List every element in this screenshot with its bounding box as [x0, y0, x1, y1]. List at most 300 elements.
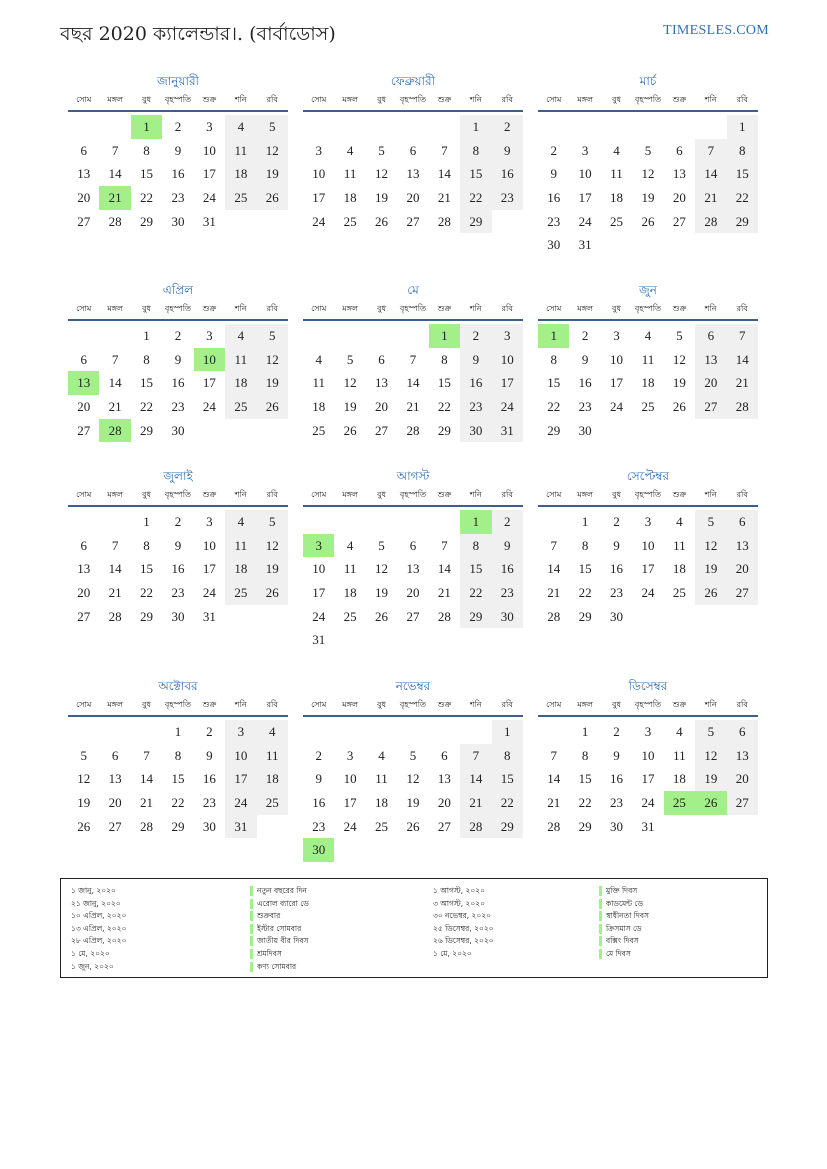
- day-cell: 2: [550, 142, 557, 158]
- day-cell: 9: [174, 142, 182, 158]
- day-cell: 10: [610, 351, 624, 367]
- day-cell: 25: [343, 213, 357, 229]
- legend-row: [71, 910, 126, 923]
- day-cell: 10: [641, 537, 655, 553]
- holiday-day-cell: 28: [99, 419, 130, 443]
- month-block: [538, 72, 758, 257]
- day-grid: [68, 115, 288, 233]
- weekday-label: মঙ্গল: [342, 490, 358, 499]
- empty-cell: [303, 324, 334, 348]
- weekday-label: শনি: [234, 95, 247, 104]
- weekday-label: সোম: [311, 304, 327, 313]
- day-cell: 27: [727, 581, 758, 605]
- day-cell: 27: [672, 213, 686, 229]
- day-cell: 16: [610, 561, 624, 577]
- day-cell: 25: [375, 818, 389, 834]
- holiday-color-bar: [250, 924, 253, 934]
- day-cell: 15: [140, 561, 154, 577]
- day-cell: 8: [143, 351, 150, 367]
- day-cell: 16: [578, 375, 592, 391]
- day-cell: 31: [492, 419, 523, 443]
- weekday-header: [303, 90, 523, 112]
- legend-row: [71, 885, 126, 898]
- day-cell: 31: [578, 237, 592, 253]
- weekday-label: বৃহস্পতি: [164, 95, 192, 104]
- day-cell: 30: [547, 237, 561, 253]
- day-cell: 22: [140, 190, 154, 206]
- legend-row: [250, 948, 309, 961]
- day-cell: 2: [460, 324, 491, 348]
- weekday-label: শুক্র: [202, 490, 217, 499]
- day-cell: 30: [492, 605, 523, 629]
- day-cell: 25: [257, 791, 288, 815]
- day-cell: 18: [225, 557, 256, 581]
- day-cell: 5: [409, 747, 417, 763]
- month-block: [303, 467, 523, 652]
- empty-cell: [68, 510, 99, 534]
- empty-cell: [429, 510, 460, 534]
- day-cell: 1: [143, 328, 150, 343]
- day-cell: 17: [641, 771, 655, 787]
- day-cell: 20: [77, 585, 91, 601]
- day-cell: 11: [673, 747, 686, 763]
- day-cell: 3: [315, 142, 322, 158]
- day-cell: 15: [578, 561, 592, 577]
- day-cell: 11: [225, 348, 256, 372]
- weekday-header: [68, 695, 288, 717]
- day-cell: 26: [695, 581, 726, 605]
- weekday-header: [303, 299, 523, 321]
- day-cell: 23: [312, 818, 326, 834]
- weekday-label: বুধ: [612, 700, 622, 709]
- day-cell: 17: [202, 561, 216, 577]
- day-cell: 22: [460, 186, 491, 210]
- legend-col1-names: [250, 885, 309, 973]
- weekday-label: সোম: [76, 490, 92, 499]
- legend-row: [599, 935, 649, 948]
- day-cell: 27: [77, 422, 91, 438]
- weekday-label: বুধ: [377, 700, 387, 709]
- legend-text: ৩ আগস্ট, ২০২০: [433, 898, 486, 908]
- day-cell: 11: [225, 534, 256, 558]
- day-cell: 22: [547, 399, 561, 415]
- day-cell: 13: [727, 534, 758, 558]
- day-cell: 11: [343, 561, 357, 577]
- day-cell: 20: [727, 767, 758, 791]
- day-cell: 25: [343, 608, 357, 624]
- day-cell: 20: [406, 585, 420, 601]
- weekday-label: বুধ: [142, 304, 152, 313]
- day-grid: [538, 324, 758, 442]
- day-cell: 28: [547, 608, 561, 624]
- weekday-header: [68, 485, 288, 507]
- day-cell: 6: [409, 142, 417, 158]
- day-cell: 12: [375, 166, 389, 182]
- day-cell: 29: [437, 422, 451, 438]
- legend-text: ক্রিসমাস ডে: [606, 923, 642, 933]
- day-cell: 29: [140, 608, 154, 624]
- day-cell: 18: [225, 162, 256, 186]
- day-cell: 19: [641, 190, 655, 206]
- day-cell: 10: [492, 348, 523, 372]
- day-cell: 20: [108, 795, 122, 811]
- day-cell: 12: [641, 166, 655, 182]
- weekday-label: শনি: [704, 304, 717, 313]
- weekday-label: রবি: [501, 700, 513, 709]
- day-cell: 13: [672, 166, 686, 182]
- day-cell: 25: [641, 399, 655, 415]
- legend-row: [250, 910, 309, 923]
- empty-cell: [397, 510, 428, 534]
- empty-cell: [366, 115, 397, 139]
- day-cell: 26: [77, 818, 91, 834]
- day-grid: [68, 324, 288, 442]
- weekday-label: রবি: [266, 700, 278, 709]
- day-cell: 12: [257, 348, 288, 372]
- day-cell: 23: [492, 186, 523, 210]
- day-cell: 20: [375, 399, 389, 415]
- day-cell: 21: [406, 399, 420, 415]
- weekday-label: বৃহস্পতি: [634, 304, 662, 313]
- weekday-label: মঙ্গল: [577, 490, 593, 499]
- day-cell: 15: [171, 771, 185, 787]
- empty-cell: [334, 324, 365, 348]
- weekday-label: রবি: [736, 700, 748, 709]
- holiday-day-cell: 25: [664, 791, 695, 815]
- weekday-label: শনি: [234, 490, 247, 499]
- day-cell: 29: [727, 210, 758, 234]
- weekday-header: [68, 299, 288, 321]
- day-cell: 31: [202, 608, 216, 624]
- legend-col1-dates: [71, 885, 126, 973]
- day-cell: 28: [140, 818, 154, 834]
- day-cell: 9: [613, 747, 620, 763]
- day-cell: 16: [460, 371, 491, 395]
- day-cell: 13: [695, 348, 726, 372]
- day-cell: 26: [257, 186, 288, 210]
- day-cell: 24: [202, 585, 216, 601]
- day-cell: 5: [257, 510, 288, 534]
- day-cell: 3: [206, 514, 213, 529]
- day-cell: 4: [257, 720, 288, 744]
- empty-cell: [695, 115, 726, 139]
- day-cell: 7: [550, 537, 557, 553]
- weekday-label: মঙ্গল: [342, 95, 358, 104]
- month-block: [68, 281, 288, 442]
- legend-text: কাডমেন্ট ডে: [606, 898, 643, 908]
- day-cell: 15: [437, 375, 451, 391]
- day-cell: 8: [492, 744, 523, 768]
- day-cell: 11: [375, 771, 388, 787]
- day-cell: 11: [257, 744, 288, 768]
- day-cell: 13: [437, 771, 451, 787]
- day-cell: 19: [257, 371, 288, 395]
- legend-text: ১ মে, ২০২০: [433, 948, 472, 958]
- holiday-legend: [60, 878, 768, 978]
- day-cell: 1: [581, 514, 589, 529]
- legend-text: ১ আগস্ট, ২০২০: [433, 886, 485, 895]
- empty-cell: [601, 115, 632, 139]
- weekday-label: বুধ: [142, 95, 152, 104]
- weekday-label: রবি: [501, 95, 513, 104]
- day-cell: 26: [257, 395, 288, 419]
- holiday-day-cell: 1: [538, 324, 569, 348]
- day-cell: 9: [206, 747, 213, 763]
- month-name: জানুয়ারী: [157, 74, 199, 88]
- day-cell: 15: [547, 375, 561, 391]
- day-grid: [68, 720, 288, 838]
- day-cell: 12: [375, 561, 389, 577]
- day-cell: 30: [610, 608, 624, 624]
- holiday-day-cell: 1: [429, 324, 460, 348]
- holiday-day-cell: 21: [99, 186, 130, 210]
- day-cell: 18: [672, 771, 686, 787]
- weekday-label: সোম: [311, 490, 327, 499]
- day-cell: 27: [77, 213, 91, 229]
- day-cell: 6: [695, 324, 726, 348]
- weekday-label: শনি: [234, 304, 247, 313]
- day-cell: 30: [460, 419, 491, 443]
- month-block: [303, 281, 523, 442]
- holiday-day-cell: 3: [303, 534, 334, 558]
- day-cell: 24: [312, 608, 326, 624]
- day-cell: 29: [492, 815, 523, 839]
- day-cell: 20: [77, 399, 91, 415]
- weekday-label: সোম: [76, 304, 92, 313]
- legend-text: ১ মে, ২০২০: [71, 948, 110, 958]
- weekday-label: শুক্র: [437, 95, 452, 104]
- day-cell: 13: [375, 375, 389, 391]
- day-cell: 20: [695, 371, 726, 395]
- month-block: [68, 467, 288, 628]
- day-cell: 24: [492, 395, 523, 419]
- month-name: জুন: [639, 283, 657, 297]
- day-cell: 7: [441, 537, 448, 553]
- holiday-color-bar: [599, 924, 602, 934]
- legend-row: [599, 910, 649, 923]
- legend-row: [71, 948, 126, 961]
- month-block: [538, 677, 758, 838]
- day-grid: [68, 510, 288, 628]
- day-cell: 19: [257, 557, 288, 581]
- day-cell: 28: [460, 815, 491, 839]
- day-cell: 21: [460, 791, 491, 815]
- weekday-label: শনি: [704, 95, 717, 104]
- day-cell: 21: [140, 795, 154, 811]
- weekday-label: বুধ: [377, 490, 387, 499]
- legend-row: [599, 885, 649, 898]
- month-name: সেপ্টেম্বর: [626, 469, 670, 483]
- day-cell: 4: [225, 510, 256, 534]
- day-cell: 5: [378, 142, 385, 158]
- weekday-label: রবি: [501, 304, 513, 313]
- weekday-header: [538, 90, 758, 112]
- day-cell: 19: [77, 795, 91, 811]
- day-cell: 22: [460, 581, 491, 605]
- day-cell: 23: [171, 190, 185, 206]
- day-cell: 24: [578, 213, 592, 229]
- weekday-header: [68, 90, 288, 112]
- day-grid: [538, 720, 758, 838]
- legend-row: [433, 885, 494, 898]
- day-cell: 2: [174, 514, 182, 529]
- day-cell: 13: [77, 561, 91, 577]
- day-cell: 17: [610, 375, 624, 391]
- day-cell: 3: [581, 142, 589, 158]
- day-cell: 15: [727, 162, 758, 186]
- holiday-color-bar: [250, 911, 253, 921]
- weekday-label: বুধ: [377, 95, 387, 104]
- day-cell: 4: [225, 324, 256, 348]
- weekday-label: বৃহস্পতি: [164, 700, 192, 709]
- day-cell: 3: [346, 747, 354, 763]
- day-cell: 23: [460, 395, 491, 419]
- legend-text: কণ্য সোমবার: [257, 961, 297, 971]
- day-cell: 28: [727, 395, 758, 419]
- day-cell: 28: [437, 608, 451, 624]
- day-cell: 15: [578, 771, 592, 787]
- day-cell: 23: [202, 795, 216, 811]
- day-cell: 10: [578, 166, 592, 182]
- weekday-label: শুক্র: [672, 95, 687, 104]
- weekday-label: বৃহস্পতি: [634, 95, 662, 104]
- day-cell: 6: [727, 510, 758, 534]
- month-name: নভেম্বর: [395, 679, 431, 693]
- weekday-label: মঙ্গল: [107, 304, 123, 313]
- day-cell: 26: [343, 422, 357, 438]
- day-cell: 4: [613, 142, 620, 158]
- weekday-label: বৃহস্পতি: [634, 490, 662, 499]
- day-cell: 3: [225, 720, 256, 744]
- brand-logo[interactable]: TIMESLES.COM: [663, 23, 769, 38]
- legend-text: এরোল ব্যারো ডে: [257, 898, 309, 908]
- day-cell: 9: [460, 348, 491, 372]
- day-cell: 18: [257, 767, 288, 791]
- weekday-header: [538, 485, 758, 507]
- day-cell: 28: [695, 210, 726, 234]
- weekday-label: শুক্র: [437, 304, 452, 313]
- day-cell: 15: [140, 375, 154, 391]
- legend-row: [433, 923, 494, 936]
- day-cell: 19: [257, 162, 288, 186]
- day-cell: 19: [406, 795, 420, 811]
- day-cell: 17: [578, 190, 592, 206]
- weekday-label: সোম: [76, 700, 92, 709]
- weekday-label: বুধ: [612, 95, 622, 104]
- day-cell: 26: [672, 399, 686, 415]
- day-cell: 16: [171, 561, 185, 577]
- day-cell: 23: [492, 581, 523, 605]
- weekday-label: সোম: [546, 490, 562, 499]
- day-cell: 17: [202, 375, 216, 391]
- day-cell: 16: [171, 166, 185, 182]
- weekday-label: মঙ্গল: [107, 490, 123, 499]
- day-cell: 25: [672, 585, 686, 601]
- day-cell: 8: [143, 142, 150, 158]
- day-grid: [303, 324, 523, 442]
- weekday-header: [303, 485, 523, 507]
- weekday-label: শুক্র: [672, 490, 687, 499]
- day-cell: 6: [80, 537, 87, 553]
- day-cell: 20: [727, 557, 758, 581]
- weekday-label: বুধ: [612, 304, 622, 313]
- legend-text: নতুন বছরের দিন: [257, 886, 307, 895]
- day-cell: 10: [202, 142, 216, 158]
- day-cell: 3: [644, 514, 652, 529]
- day-cell: 30: [171, 608, 185, 624]
- day-cell: 16: [171, 375, 185, 391]
- day-cell: 26: [257, 581, 288, 605]
- day-cell: 2: [492, 510, 523, 534]
- legend-row: [71, 923, 126, 936]
- empty-cell: [303, 510, 334, 534]
- day-cell: 14: [406, 375, 420, 391]
- legend-text: ২৬ ডিসেম্বর, ২০২০: [433, 936, 494, 946]
- month-name: আগস্ট: [396, 469, 430, 483]
- weekday-label: সোম: [546, 95, 562, 104]
- day-cell: 14: [108, 561, 122, 577]
- legend-row: [71, 898, 126, 911]
- day-cell: 28: [406, 422, 420, 438]
- month-name: মার্চ: [639, 74, 657, 88]
- day-cell: 9: [492, 139, 523, 163]
- weekday-label: মঙ্গল: [577, 95, 593, 104]
- day-cell: 10: [312, 166, 326, 182]
- day-cell: 19: [375, 585, 389, 601]
- month-block: [68, 677, 288, 838]
- day-cell: 3: [206, 328, 213, 343]
- weekday-label: রবি: [266, 95, 278, 104]
- day-cell: 10: [202, 537, 216, 553]
- day-cell: 9: [174, 351, 182, 367]
- day-cell: 30: [171, 422, 185, 438]
- day-cell: 17: [202, 166, 216, 182]
- day-cell: 5: [257, 324, 288, 348]
- empty-cell: [366, 720, 397, 744]
- empty-cell: [366, 324, 397, 348]
- day-cell: 14: [108, 375, 122, 391]
- day-cell: 19: [375, 190, 389, 206]
- day-cell: 30: [171, 213, 185, 229]
- day-cell: 10: [343, 771, 357, 787]
- day-cell: 22: [437, 399, 451, 415]
- day-cell: 3: [206, 119, 213, 134]
- day-cell: 31: [225, 815, 256, 839]
- day-cell: 17: [225, 767, 256, 791]
- day-cell: 19: [343, 399, 357, 415]
- empty-cell: [303, 115, 334, 139]
- day-cell: 24: [610, 399, 624, 415]
- day-cell: 6: [80, 142, 87, 158]
- day-cell: 16: [610, 771, 624, 787]
- holiday-color-bar: [599, 949, 602, 959]
- weekday-label: শনি: [469, 490, 482, 499]
- day-cell: 6: [727, 720, 758, 744]
- day-cell: 23: [171, 585, 185, 601]
- weekday-label: বৃহস্পতি: [164, 304, 192, 313]
- weekday-label: শনি: [469, 304, 482, 313]
- day-cell: 28: [547, 818, 561, 834]
- legend-text: ১৩ এপ্রিল, ২০২০: [71, 923, 127, 933]
- empty-cell: [538, 510, 569, 534]
- weekday-label: শুক্র: [437, 490, 452, 499]
- day-cell: 16: [547, 190, 561, 206]
- day-cell: 21: [547, 585, 561, 601]
- empty-cell: [397, 115, 428, 139]
- day-cell: 2: [581, 328, 589, 343]
- empty-cell: [460, 720, 491, 744]
- day-grid: [303, 510, 523, 652]
